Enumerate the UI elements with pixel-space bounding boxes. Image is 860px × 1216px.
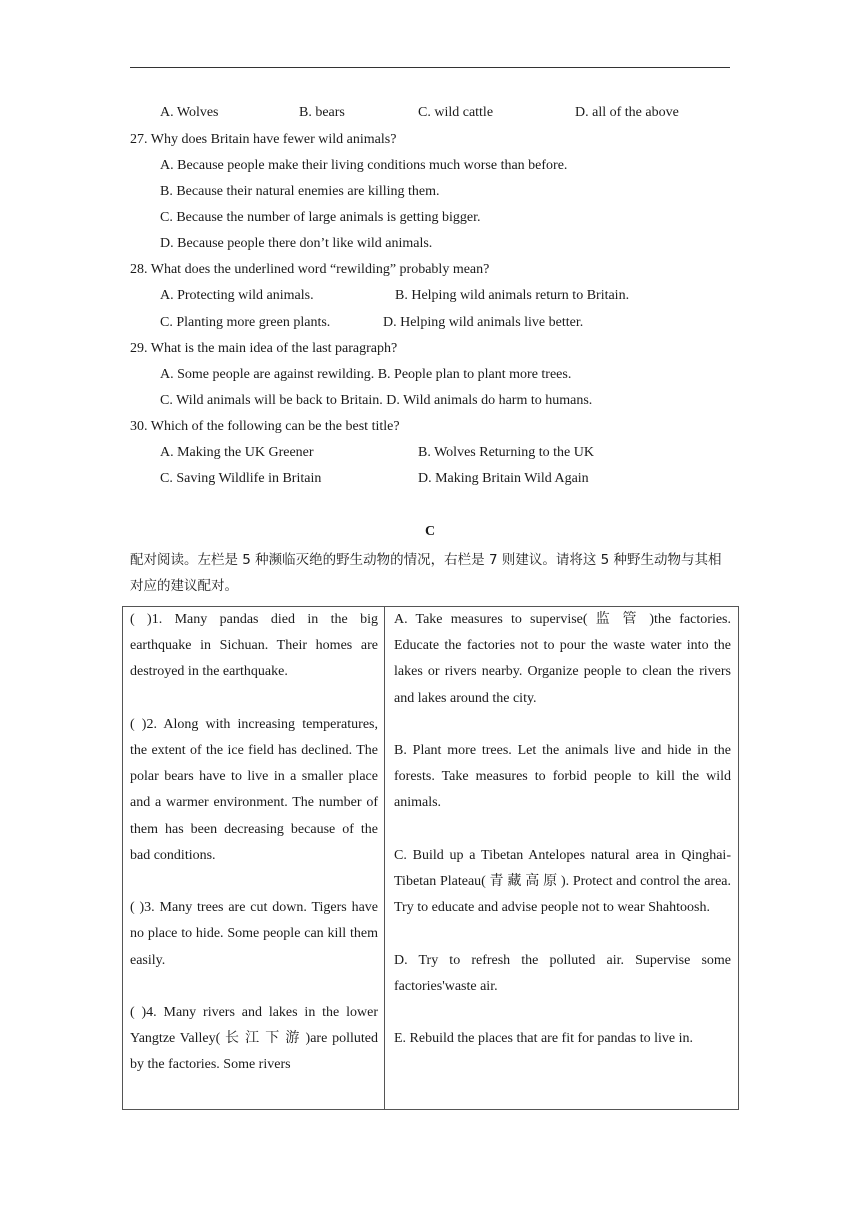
left-column-cell — [123, 607, 385, 1110]
q30-option-b: B. Wolves Returning to the UK — [418, 445, 594, 460]
q30-option-a: A. Making the UK Greener — [160, 445, 314, 460]
q30-option-d: D. Making Britain Wild Again — [418, 471, 589, 486]
q27-option-b: B. Because their natural enemies are killing them. — [160, 184, 440, 199]
q28-stem: 28. What does the underlined word “rewilding” probably mean? — [130, 262, 490, 277]
q26-option-c: C. wild cattle — [418, 105, 494, 120]
matching-table — [122, 606, 739, 1110]
right-item-b: B. Plant more trees. Let the animals live and hide in the forests. Take measures to forbid people to kill the wild animals. — [394, 743, 731, 811]
q26-option-b: B. bears — [299, 105, 345, 120]
q30-stem: 30. Which of the following can be the best title? — [130, 419, 400, 434]
right-item-c: C. Build up a Tibetan Antelopes natural area in Qinghai-Tibetan Plateau( 青 藏 高 原 ). Protect and control the area. Try to educate and advise people not to wear Shahtoosh. — [394, 847, 731, 916]
header-rule — [130, 67, 730, 68]
left-item-3: ( )3. Many trees are cut down. Tigers have no place to hide. Some people can kill them easily. — [130, 900, 378, 968]
section-c-heading: C — [424, 524, 436, 539]
q28-option-d: D. Helping wild animals live better. — [383, 315, 584, 330]
section-c-instructions: 配对阅读。左栏是 5 种濒临灭绝的野生动物的情况，右栏是 7 则建议。请将这 5 种野生动物与其相对应的建议配对。 — [130, 552, 722, 594]
left-item-1: ( )1. Many pandas died in the big earthquake in Sichuan. Their homes are destroyed in the earthquake. — [130, 612, 378, 680]
right-item-d: D. Try to refresh the polluted air. Supervise some factories'waste air. — [394, 952, 731, 994]
right-item-a: A. Take measures to supervise( 监 管 )the factories. Educate the factories not to pour the waste water into the lakes or rivers nearby. Organize people to clean the rivers and lakes around the city. — [394, 612, 731, 706]
q26-option-a: A. Wolves — [160, 105, 219, 120]
q28-option-c: C. Planting more green plants. — [160, 315, 331, 330]
left-item-2: ( )2. Along with increasing temperatures, the extent of the ice field has declined. The polar bears have to live in a smaller place and a warmer environment. The number of them has been decreasing because of the bad conditions. — [130, 716, 378, 863]
right-item-e: E. Rebuild the places that are fit for pandas to live in. — [394, 1031, 693, 1047]
q29-options-line-1: A. Some people are against rewilding. B. People plan to plant more trees. — [160, 367, 572, 382]
q28-option-a: A. Protecting wild animals. — [160, 288, 314, 303]
q30-option-c: C. Saving Wildlife in Britain — [160, 471, 322, 486]
left-item-4: ( )4. Many rivers and lakes in the lower Yangtze Valley( 长 江 下 游 )are polluted by the factories. Some rivers — [130, 1005, 378, 1073]
q27-stem: 27. Why does Britain have fewer wild animals? — [130, 132, 397, 147]
q26-option-d: D. all of the above — [575, 105, 679, 120]
q27-option-c: C. Because the number of large animals is getting bigger. — [160, 210, 481, 225]
q29-stem: 29. What is the main idea of the last paragraph? — [130, 341, 398, 356]
right-column-cell — [385, 607, 739, 1110]
q27-option-a: A. Because people make their living conditions much worse than before. — [160, 158, 568, 173]
q29-options-line-2: C. Wild animals will be back to Britain. D. Wild animals do harm to humans. — [160, 393, 593, 408]
q27-option-d: D. Because people there don’t like wild animals. — [160, 236, 433, 251]
q28-option-b: B. Helping wild animals return to Britain. — [395, 288, 630, 303]
